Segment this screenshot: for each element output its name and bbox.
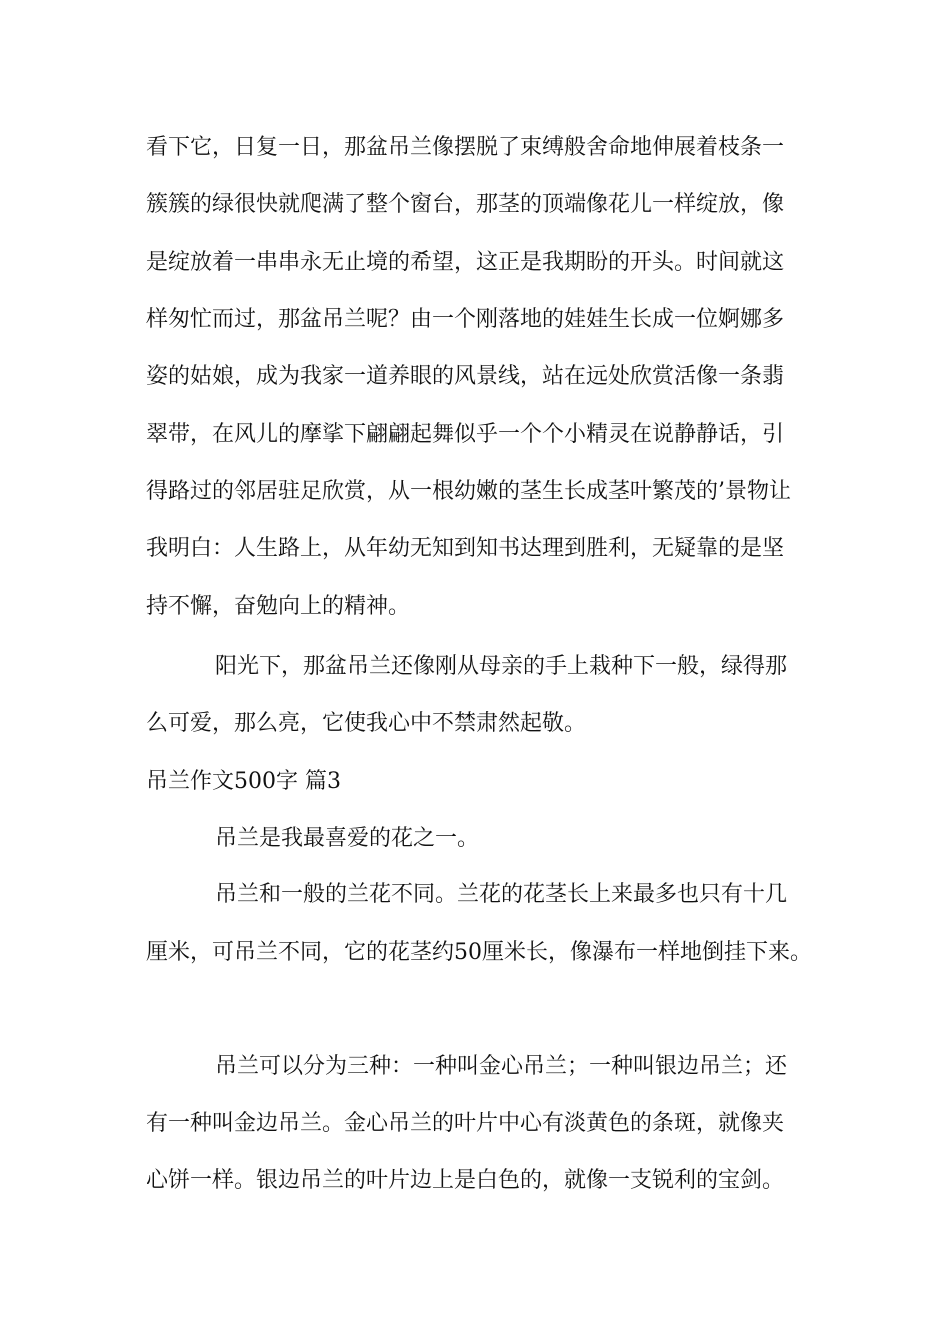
paragraph-5-line: 吊兰可以分为三种：一种叫金心吊兰；一种叫银边吊兰；还 bbox=[215, 1054, 788, 1079]
paragraph-4-line: 厘米，可吊兰不同，它的花茎约50厘米长，像瀑布一样地倒挂下来。 bbox=[146, 940, 812, 965]
paragraph-2-line: 么可爱，那么亮，它使我心中不禁肃然起敬。 bbox=[146, 711, 587, 736]
paragraph-4-line: 吊兰和一般的兰花不同。兰花的花茎长上来最多也只有十几 bbox=[215, 882, 788, 907]
paragraph-5-line: 有一种叫金边吊兰。金心吊兰的叶片中心有淡黄色的条斑，就像夹 bbox=[146, 1111, 785, 1136]
paragraph-2-line: 阳光下，那盆吊兰还像刚从母亲的手上栽种下一般，绿得那 bbox=[215, 654, 788, 679]
paragraph-1-line: 我明白：人生路上，从年幼无知到知书达理到胜利，无疑靠的是坚 bbox=[146, 536, 785, 561]
paragraph-1-line: 样匆忙而过，那盆吊兰呢？由一个刚落地的娃娃生长成一位婀娜多 bbox=[146, 307, 785, 332]
section-heading: 吊兰作文500字 篇3 bbox=[146, 769, 341, 794]
paragraph-1-line: 是绽放着一串串永无止境的希望，这正是我期盼的开头。时间就这 bbox=[146, 250, 785, 275]
paragraph-3-line: 吊兰是我最喜爱的花之一。 bbox=[215, 826, 480, 851]
paragraph-1-line: 翠带，在风儿的摩挲下翩翩起舞似乎一个个小精灵在说静静话，引 bbox=[146, 422, 785, 447]
paragraph-1-line: 簇簇的绿很快就爬满了整个窗台，那茎的顶端像花儿一样绽放，像 bbox=[146, 192, 785, 217]
paragraph-1-line: 看下它，日复一日，那盆吊兰像摆脱了束缚般舍命地伸展着枝条一 bbox=[146, 135, 785, 160]
paragraph-1-line: 持不懈，奋勉向上的精神。 bbox=[146, 594, 411, 619]
paragraph-1-line: 得路过的邻居驻足欣赏，从一根幼嫩的茎生长成茎叶繁茂的’景物让 bbox=[146, 479, 791, 504]
paragraph-1-line: 姿的姑娘，成为我家一道养眼的风景线，站在远处欣赏活像一条翡 bbox=[146, 364, 785, 389]
paragraph-5-line: 心饼一样。银边吊兰的叶片边上是白色的，就像一支锐利的宝剑。 bbox=[146, 1168, 785, 1193]
